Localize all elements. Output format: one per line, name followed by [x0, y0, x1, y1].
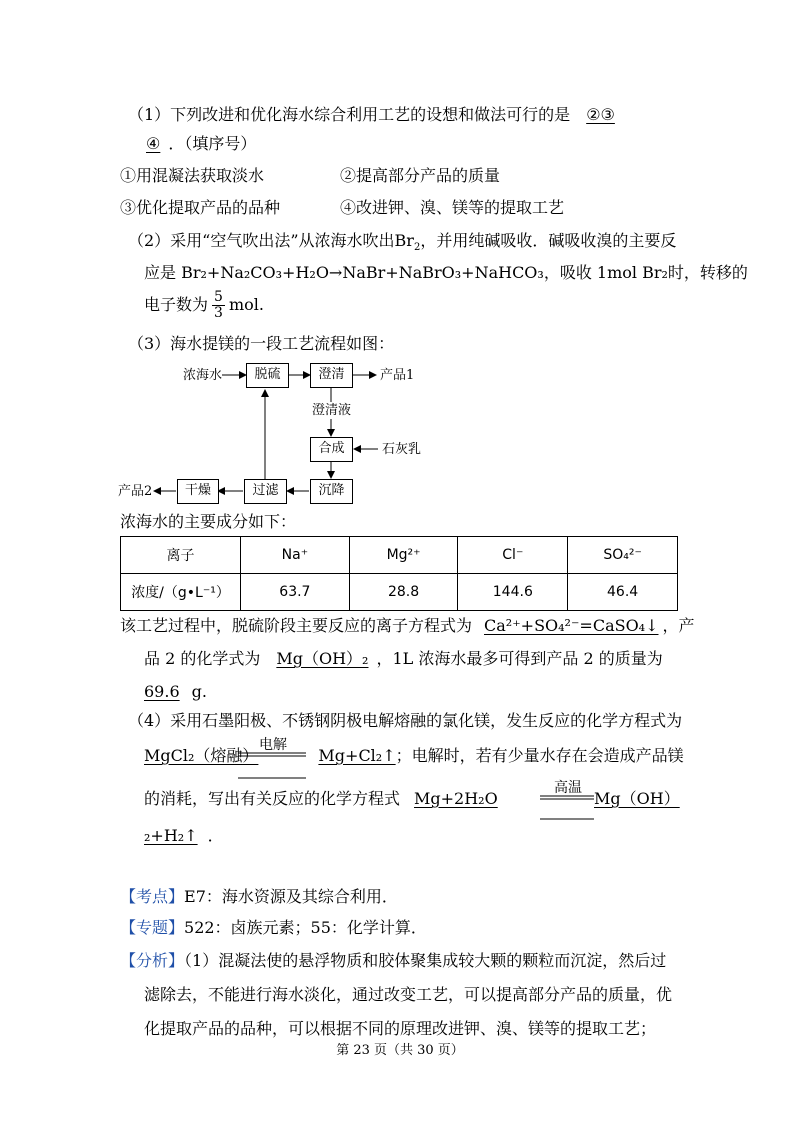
table-header-cell: Na⁺ [241, 537, 350, 574]
flow-dry-box: 干燥 [177, 479, 219, 504]
q2-line1-text: （2）采用“空气吹出法”从浓海水吹出Br [128, 231, 414, 250]
q4-eq2-end: ． [207, 826, 224, 845]
q4-eq2-condition: 高温 [554, 780, 582, 796]
q3-line1-post: ，产 [662, 616, 695, 635]
table-header-cell: Cl⁻ [458, 537, 568, 574]
q4-eq1-post: ；电解时，若有少量水存在会造成产品镁 [395, 746, 684, 765]
fenxi-line2: 滤除去，不能进行海水淡化，通过改变工艺，可以提高部分产品的质量，优 [144, 985, 673, 1004]
flow-product1-label: 产品1 [380, 368, 415, 383]
flow-input-label: 浓海水 [183, 368, 223, 383]
table-cell: 63.7 [241, 574, 350, 611]
flow-lime-milk-label: 石灰乳 [382, 442, 422, 457]
flow-desulfur-box: 脱硫 [246, 363, 289, 388]
flow-clarify-box: 澄清 [310, 363, 353, 388]
q2-line2: 应是 Br₂+Na₂CO₃+H₂O→NaBr+NaBrO₃+NaHCO₃，吸收 1mol Br₂时，转移的 [144, 263, 748, 282]
q3-line1-pre: 该工艺过程中，脱硫阶段主要反应的离子方程式为 [120, 616, 473, 635]
table-cell: 144.6 [458, 574, 568, 611]
q4-eq1-right: Mg+Cl₂↑ [318, 746, 396, 765]
q3-ion-equation: Ca²⁺+SO₄²⁻=CaSO₄↓ [484, 616, 659, 635]
page-footer: 第 23 页（共 30 页） [336, 1043, 464, 1058]
flow-product2-label: 产品2 [118, 484, 153, 499]
table-cell: 46.4 [568, 574, 678, 611]
q2-line3-post: mol. [228, 295, 264, 314]
fenxi-text-1: （1）混凝法使的悬浮物质和胶体聚集成较大颗的颗粒而沉淀，然后过 [184, 951, 667, 970]
q4-eq2-left: Mg+2H₂O [414, 789, 498, 808]
q1-option-1: ①用混凝法获取淡水 [120, 166, 265, 185]
q4-line3 [144, 791, 498, 807]
flow-clear-liquid-label: 澄清液 [312, 403, 352, 418]
q3-intro: （3）海水提镁的一段工艺流程如图： [128, 334, 395, 353]
q4-line3-pre: 的消耗，写出有关反应的化学方程式 [144, 789, 401, 808]
q3-mass: 69.6 [144, 682, 180, 701]
q1-option-4: ④改进钾、溴、镁等的提取工艺 [340, 198, 565, 217]
table-header-cell: 离子 [121, 537, 241, 574]
kaodian-line [120, 889, 398, 905]
flow-precipitate-box: 沉降 [310, 479, 353, 504]
q1-option-2: ②提高部分产品的质量 [340, 166, 501, 185]
zhuanti-text: 522：卤族元素；55：化学计算． [184, 918, 427, 937]
q3-line2-post: ，1L 浓海水最多可得到产品 2 的质量为 [376, 649, 663, 668]
q2-line1-end: ，并用纯碱吸收．碱吸收溴的主要反 [420, 231, 677, 250]
zhuanti-tag: 【专题】 [120, 918, 185, 937]
q2-line1-sub: 2 [413, 242, 421, 254]
q4-eq1-left: MgCl₂（熔融） [144, 746, 259, 765]
q2-line3-pre: 电子数为 [144, 295, 209, 314]
q3-formula: Mg（OH）₂ [276, 649, 369, 668]
fenxi-line3: 化提取产品的品种，可以根据不同的原理改进钾、溴、镁等的提取工艺； [144, 1019, 657, 1038]
zhuanti-line [120, 920, 427, 936]
q4-eq1-condition: 电解 [259, 737, 287, 753]
q1-answer-part2: ④ [146, 134, 161, 153]
q1-suffix: ．（填序号） [168, 134, 257, 153]
flow-filter-box: 过滤 [244, 479, 287, 504]
q1-answer-part1: ②③ [586, 105, 615, 124]
kaodian-text: E7：海水资源及其综合利用． [184, 887, 398, 906]
q1-option-3: ③优化提取产品的品种 [120, 198, 281, 217]
fenxi-tag: 【分析】 [120, 951, 185, 970]
q1-stem: （1）下列改进和优化海水综合利用工艺的设想和做法可行的是 [128, 105, 571, 124]
q4-eq2-tail: ₂+H₂↑ [144, 826, 198, 845]
table-cell: 28.8 [349, 574, 458, 611]
table-header-cell: SO₄²⁻ [568, 537, 678, 574]
q4-eq2-right: Mg（OH） [594, 789, 680, 808]
q2-frac-den: 3 [214, 305, 223, 321]
q4-line4 [144, 828, 224, 844]
table-header-cell: Mg²⁺ [349, 537, 458, 574]
q3-mass-unit: g. [191, 682, 207, 701]
q4-line1: （4）采用石墨阳极、不锈钢阴极电解熔融的氯化镁，发生反应的化学方程式为 [128, 711, 683, 730]
q2-frac-num: 5 [214, 289, 223, 305]
fenxi-line1 [120, 953, 666, 969]
table-cell: 浓度/（g•L⁻¹） [121, 574, 241, 611]
kaodian-tag: 【考点】 [120, 887, 185, 906]
table-caption: 浓海水的主要成分如下： [120, 512, 297, 531]
flow-synthesis-box: 合成 [310, 437, 353, 462]
q3-line2-pre: 品 2 的化学式为 [144, 649, 261, 668]
